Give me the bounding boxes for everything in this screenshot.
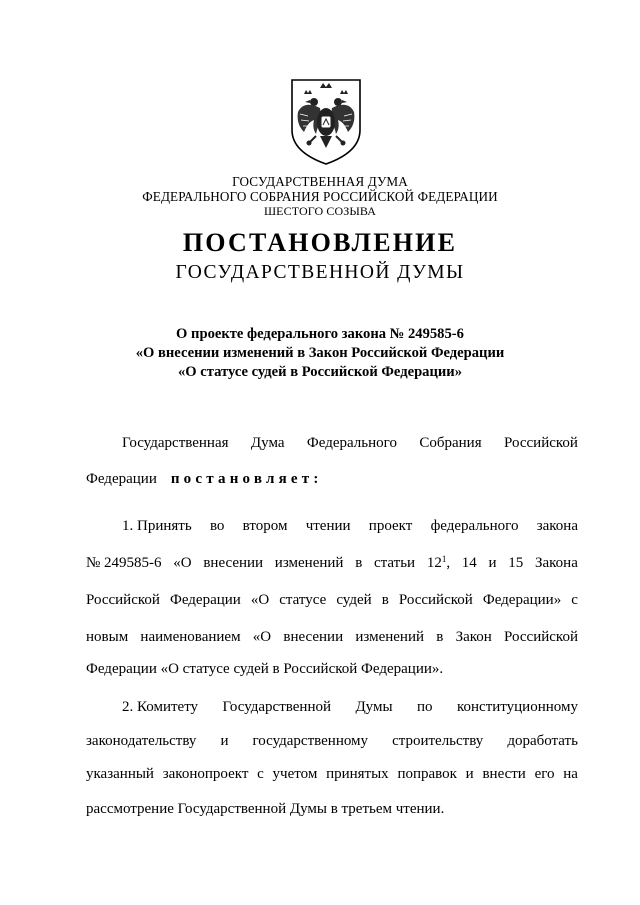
org-line-3: ШЕСТОГО СОЗЫВА: [263, 204, 377, 218]
intro-line-2: [86, 472, 578, 487]
word: конституционному: [457, 699, 578, 715]
word: Федерации: [169, 592, 241, 608]
item-1-line-2: [86, 556, 578, 571]
document-subtitle: ГОСУДАРСТВЕННОЙ ДУМЫ: [175, 262, 465, 283]
word: его: [534, 766, 555, 782]
word: 15: [508, 555, 524, 571]
word: наименованием: [140, 629, 241, 645]
word: Собрания: [419, 435, 482, 451]
word: 1. Принять: [122, 518, 192, 534]
word: статусе: [279, 592, 327, 608]
word: и: [465, 766, 474, 782]
document-title: ПОСТАНОВЛЕНИЕ: [182, 228, 458, 257]
word: Российской: [504, 435, 578, 451]
word: 14: [461, 555, 477, 571]
item-2-line-3: [86, 767, 578, 782]
subject-line-3: «О статусе судей в Российской Федерации»: [177, 364, 463, 380]
word: Федерации»: [482, 592, 562, 608]
word: доработать: [507, 733, 578, 749]
word: учетом: [272, 766, 318, 782]
word: втором: [242, 518, 288, 534]
word: новым: [86, 629, 129, 645]
word: Дума: [250, 435, 285, 451]
subject-line-2: «О внесении изменений в Закон Российской Федерации: [135, 345, 505, 361]
word: Федерального: [306, 435, 397, 451]
word: поправок: [397, 766, 457, 782]
word: чтении: [305, 518, 351, 534]
word: статьи: [374, 555, 416, 571]
word: «О: [252, 629, 272, 645]
item-2-line-4: рассмотрение Государственной Думы в третьем чтении.: [86, 801, 445, 817]
word: внести: [482, 766, 526, 782]
item-2-line-1: [122, 700, 578, 715]
word: строительству: [392, 733, 484, 749]
word: Российской: [504, 629, 578, 645]
item-1-line-1: [122, 519, 578, 534]
item-1-line-3: [86, 593, 578, 608]
word: федерального: [430, 518, 519, 534]
word: внесении: [283, 629, 344, 645]
word: на: [563, 766, 578, 782]
article-base: 12: [426, 555, 442, 571]
intro-line-1: [122, 436, 578, 451]
resolves-word: постановляет:: [170, 471, 323, 487]
word: Думы: [355, 699, 393, 715]
word: внесении: [203, 555, 264, 571]
word: Российской: [86, 592, 160, 608]
comma: ,: [446, 555, 451, 571]
word: законопроект: [162, 766, 249, 782]
word: изменений: [355, 629, 425, 645]
word: № 249585-6: [86, 555, 162, 571]
word: в: [355, 555, 363, 571]
word: «О: [250, 592, 270, 608]
word: судей: [336, 592, 372, 608]
word: закона: [536, 518, 578, 534]
word: во: [209, 518, 225, 534]
word: проект: [368, 518, 413, 534]
word: по: [417, 699, 433, 715]
word: указанный: [86, 766, 154, 782]
word: Закона: [534, 555, 578, 571]
word: Государственной: [222, 699, 331, 715]
article-number: [427, 556, 450, 571]
article-superscript: 1: [441, 554, 447, 564]
coat-of-arms-icon: [290, 78, 362, 166]
word: в: [436, 629, 444, 645]
word: Государственная: [122, 435, 229, 451]
intro-federation-word: Федерации: [86, 471, 157, 487]
word: в: [381, 592, 389, 608]
word: с: [571, 592, 578, 608]
word: и: [488, 555, 497, 571]
org-line-2: ФЕДЕРАЛЬНОГО СОБРАНИЯ РОССИЙСКОЙ ФЕДЕРАЦИИ: [142, 189, 498, 204]
item-2-line-2: [86, 734, 578, 749]
word: и: [220, 733, 229, 749]
org-line-1: ГОСУДАРСТВЕННАЯ ДУМА: [232, 174, 408, 189]
word: с: [257, 766, 264, 782]
word: «О: [173, 555, 192, 571]
item-1-line-4: [86, 630, 578, 645]
word: Закон: [455, 629, 492, 645]
word: законодательству: [86, 733, 197, 749]
word: Российской: [398, 592, 473, 608]
subject-line-1: О проекте федерального закона № 249585-6: [176, 326, 464, 342]
word: изменений: [274, 555, 344, 571]
word: 2. Комитету: [122, 699, 199, 715]
item-1-line-5: Федерации «О статусе судей в Российской Федерации».: [86, 661, 444, 677]
word: государственному: [252, 733, 369, 749]
word: принятых: [326, 766, 389, 782]
